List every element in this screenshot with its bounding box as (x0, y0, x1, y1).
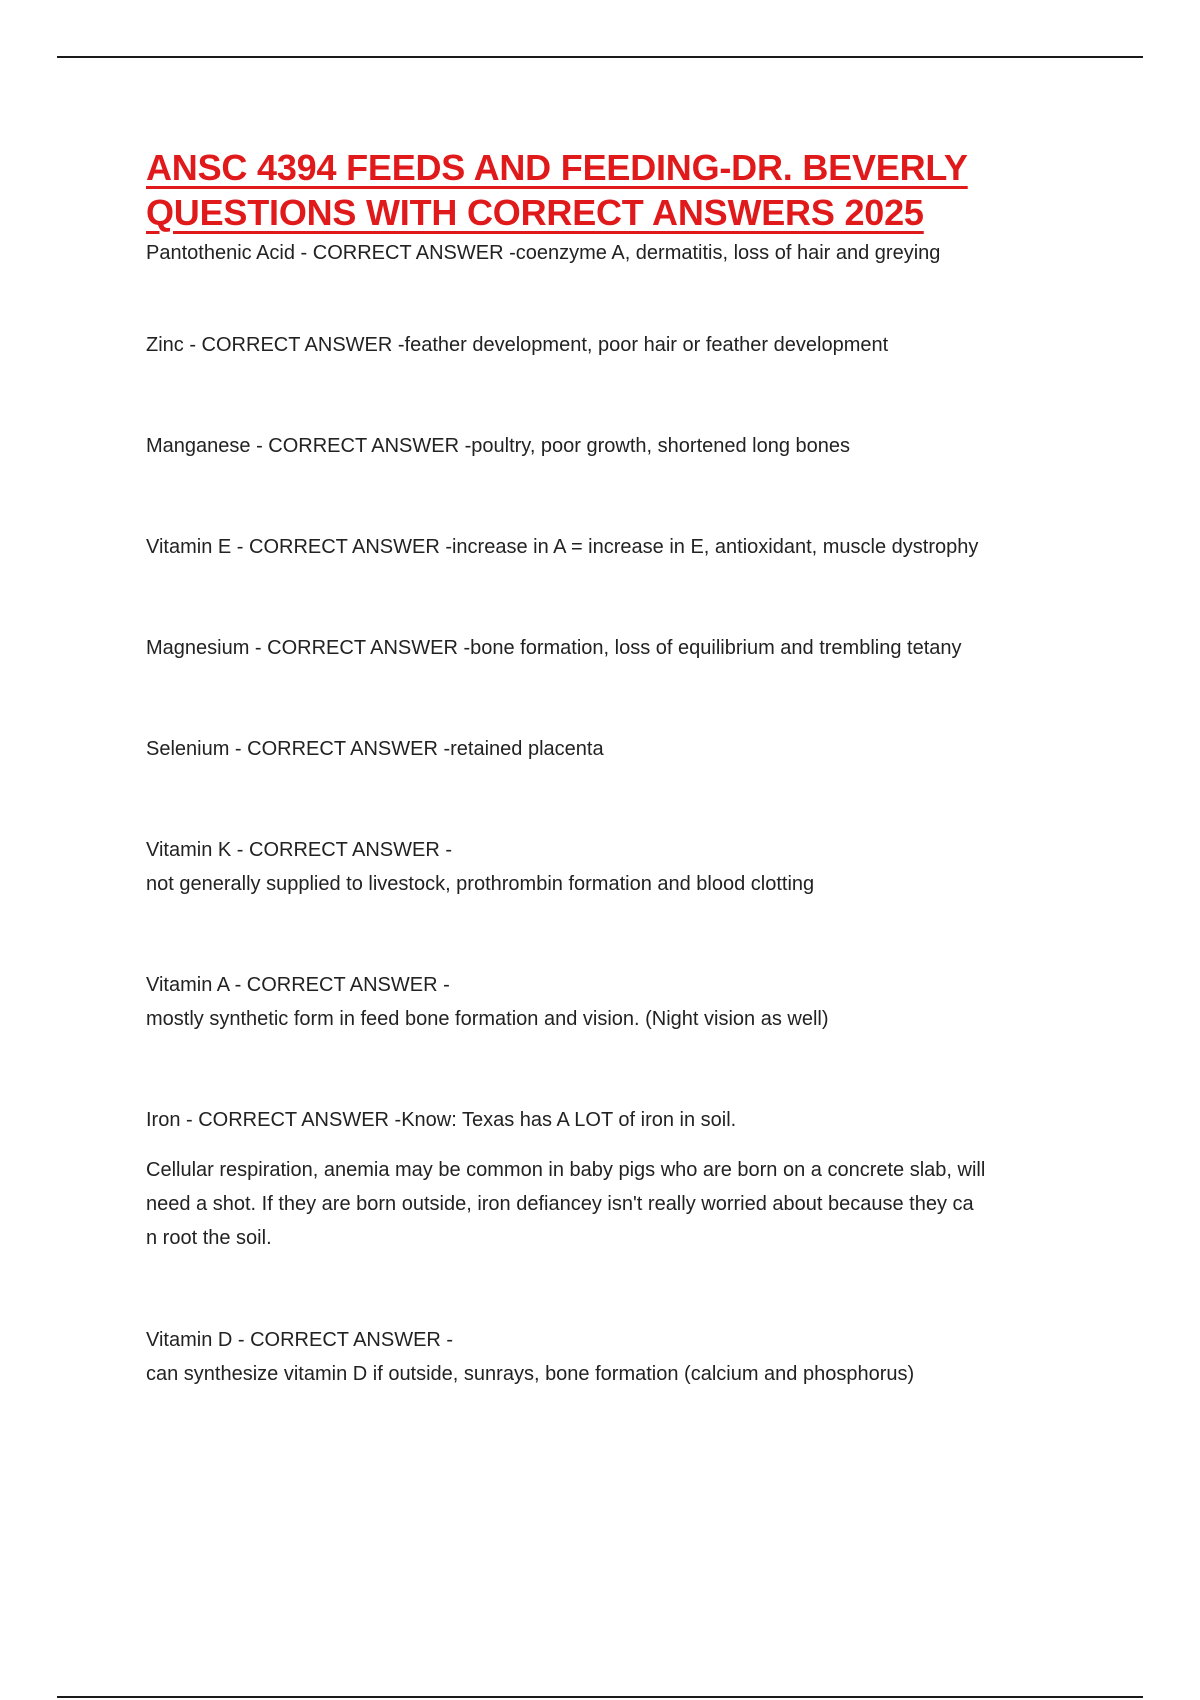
qa-entry-answer: mostly synthetic form in feed bone formation and vision. (Night vision as well) (146, 1008, 829, 1030)
qa-entry-vitamin-a (146, 968, 1096, 1103)
qa-entry-answer-paragraph (146, 1153, 1096, 1255)
qa-entry-text: Vitamin D - CORRECT ANSWER - (146, 1329, 454, 1351)
qa-entry-text: Vitamin K - CORRECT ANSWER - (146, 839, 452, 861)
title-line-2: QUESTIONS WITH CORRECT ANSWERS 2025 (146, 192, 924, 233)
bottom-horizontal-rule (57, 1696, 1143, 1698)
qa-entry-answer: Cellular respiration, anemia may be common in baby pigs who are born on a concrete slab, will (146, 1159, 986, 1181)
qa-entry-text: Zinc - CORRECT ANSWER -feather development, poor hair or feather development (146, 334, 889, 356)
qa-entry-vitamin-k (146, 833, 1096, 968)
top-horizontal-rule (57, 56, 1143, 58)
qa-entry-answer: n root the soil. (146, 1227, 272, 1249)
qa-entry-vitamin-d (146, 1323, 1096, 1391)
qa-entry-text: Iron - CORRECT ANSWER -Know: Texas has A LOT of iron in soil. (146, 1109, 737, 1131)
qa-entry-zinc (146, 328, 1096, 429)
qa-entry-pantothenic-acid (146, 236, 1096, 328)
qa-entry-text: Vitamin A - CORRECT ANSWER - (146, 974, 450, 996)
qa-entry-answer: not generally supplied to livestock, prothrombin formation and blood clotting (146, 873, 815, 895)
qa-entry-selenium (146, 732, 1096, 833)
qa-entry-text: Magnesium - CORRECT ANSWER -bone formation, loss of equilibrium and trembling tetany (146, 637, 962, 659)
qa-entries (146, 236, 1096, 1391)
qa-entry-manganese (146, 429, 1096, 530)
qa-entry-text: Selenium - CORRECT ANSWER -retained placenta (146, 738, 604, 760)
qa-entry-text: Pantothenic Acid - CORRECT ANSWER -coenzyme A, dermatitis, loss of hair and greying (146, 242, 941, 264)
qa-entry-vitamin-e (146, 530, 1096, 631)
document-body (146, 145, 1096, 1391)
qa-entry-text: Manganese - CORRECT ANSWER -poultry, poor growth, shortened long bones (146, 435, 851, 457)
title-line-1: ANSC 4394 FEEDS AND FEEDING-DR. BEVERLY (146, 147, 968, 188)
qa-entry-answer: can synthesize vitamin D if outside, sunrays, bone formation (calcium and phosphorus) (146, 1363, 915, 1385)
document-title (146, 145, 1096, 235)
qa-entry-iron (146, 1103, 1096, 1323)
qa-entry-text: Vitamin E - CORRECT ANSWER -increase in A = increase in E, antioxidant, muscle dystrophy (146, 536, 979, 558)
qa-entry-magnesium (146, 631, 1096, 732)
qa-entry-answer: need a shot. If they are born outside, iron defiancey isn't really worried about because they ca (146, 1193, 974, 1215)
